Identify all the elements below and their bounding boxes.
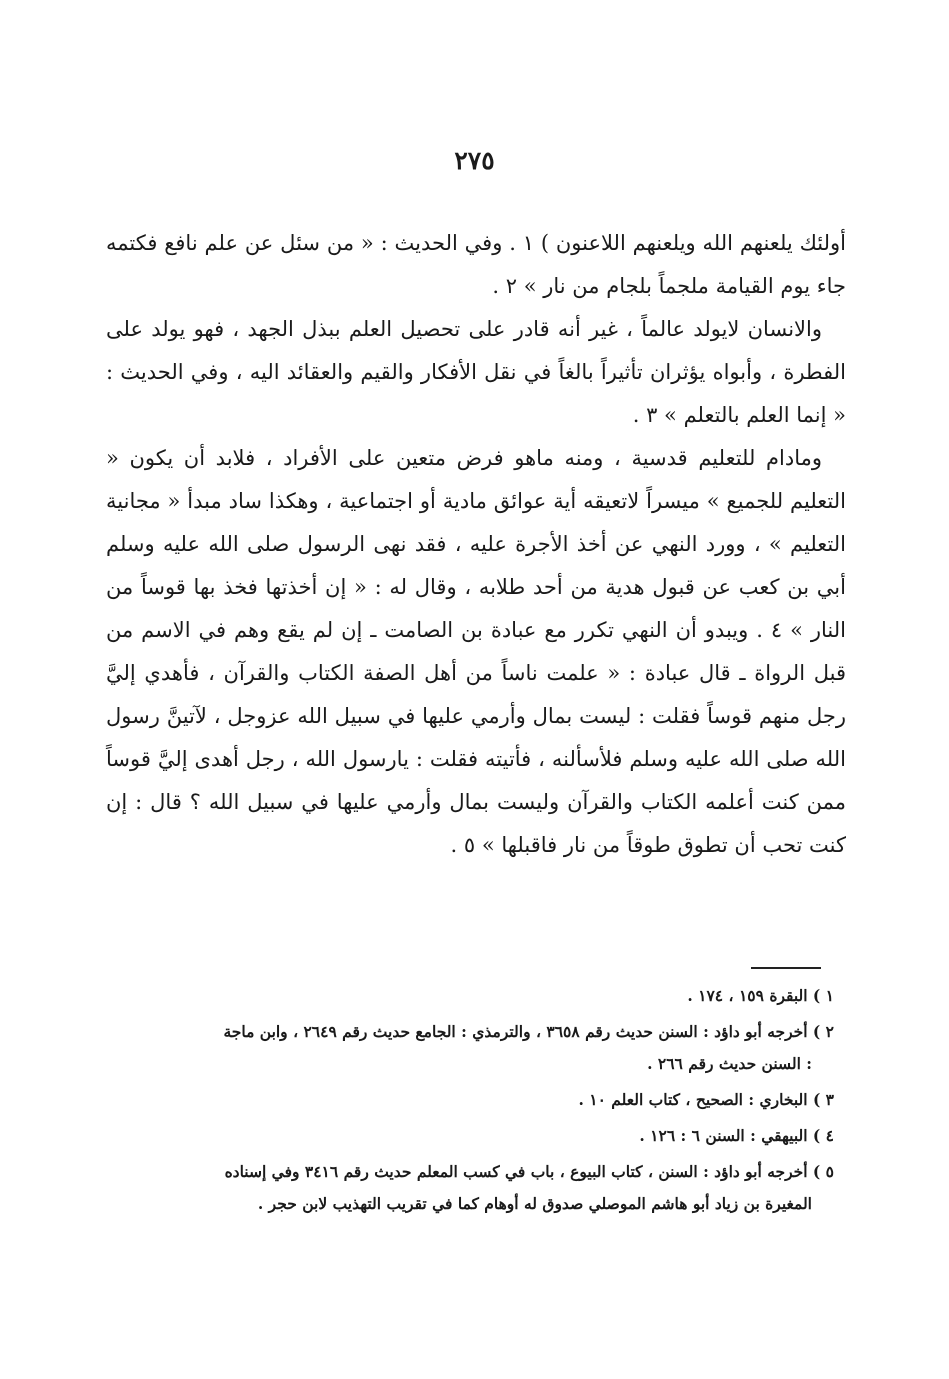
paragraph-3: ومادام للتعليم قدسية ، ومنه ماهو فرض متعين على الأفراد ، فلابد أن يكون « التعليم للجميع » ميسراً لاتعيقه أية عوائق مادية أو اجتماعية ، وهكذا ساد مبدأ « مجانية التعليم » ، وورد النهي عن أخذ الأجرة عليه ، فقد نهى الرسول صلى الله عليه وسلم أبي بن كعب عن قبول هدية من أحد طلابه ، وقال له : « إن أخذتها فخذ بها قوساً من النار » ٤ . ويبدو أن النهي تكرر مع عبادة بن الصامت ـ إن لم يقع وهم في الاسم من قبل الرواة ـ قال عبادة : « علمت ناساً من أهل الصفة الكتاب والقرآن ، فأهدي إليَّ رجل منهم قوساً فقلت : ليست بمال وأرمي عليها في سبيل الله عزوجل ، لآتينَّ رسول الله صلى الله عليه وسلم فلأسألنه ، فأتيته فقلت : يارسول الله ، رجل أهدى إليَّ قوساً ممن كنت أعلمه الكتاب والقرآن وليست بمال وأرمي عليها في سبيل الله ؟ قال : إن كنت تحب أن تطوق طوقاً من نار فاقبلها » ٥ . (106, 446, 846, 857)
footnote-4-text: ٤ ) البيهقي : السنن ٦ : ١٢٦ . (639, 1126, 834, 1145)
footnote-3 (130, 1084, 834, 1116)
body-text (106, 222, 846, 867)
footnote-4 (130, 1120, 834, 1152)
paragraph-1: أولئك يلعنهم الله ويلعنهم اللاعنون ) ١ . وفي الحديث : « من سئل عن علم نافع فكتمه جاء يوم القيامة ملجماً بلجام من نار » ٢ . (106, 231, 846, 298)
footnotes (130, 980, 834, 1224)
footnote-5-text: ٥ ) أخرجه أبو داؤد : السنن ، كتاب البيوع ، باب في كسب المعلم حديث رقم ٣٤١٦ وفي إسناده (224, 1162, 834, 1181)
footnote-5 (130, 1156, 834, 1220)
paragraph-2: والانسان لايولد عالماً ، غير أنه قادر على تحصيل العلم ببذل الجهد ، فهو يولد على الفطرة ، وأبواه يؤثران تأثيراً بالغاً في نقل الأفكار والقيم والعقائد اليه ، وفي الحديث : « إنما العلم بالتعلم » ٣ . (106, 317, 846, 427)
footnote-1 (130, 980, 834, 1012)
footnote-1-text: ١ ) البقرة ١٥٩ ، ١٧٤ . (687, 986, 834, 1005)
page-number: ٢٧٥ (454, 146, 495, 175)
footnote-2 (130, 1016, 834, 1080)
footnote-2-continuation: : السنن حديث رقم ٢٦٦ . (647, 1054, 812, 1073)
footnote-2-text: ٢ ) أخرجه أبو داؤد : السنن حديث رقم ٣٦٥٨ ، والترمذي : الجامع حديث رقم ٢٦٤٩ ، وابن ماجة (223, 1022, 834, 1041)
footnote-3-text: ٣ ) البخاري : الصحيح ، كتاب العلم ١٠ . (578, 1090, 834, 1109)
footnote-5-continuation: المغيرة بن زياد أبو هاشم الموصلي صدوق له أوهام كما في تقريب التهذيب لابن حجر . (257, 1194, 812, 1213)
footnote-separator (751, 967, 821, 969)
